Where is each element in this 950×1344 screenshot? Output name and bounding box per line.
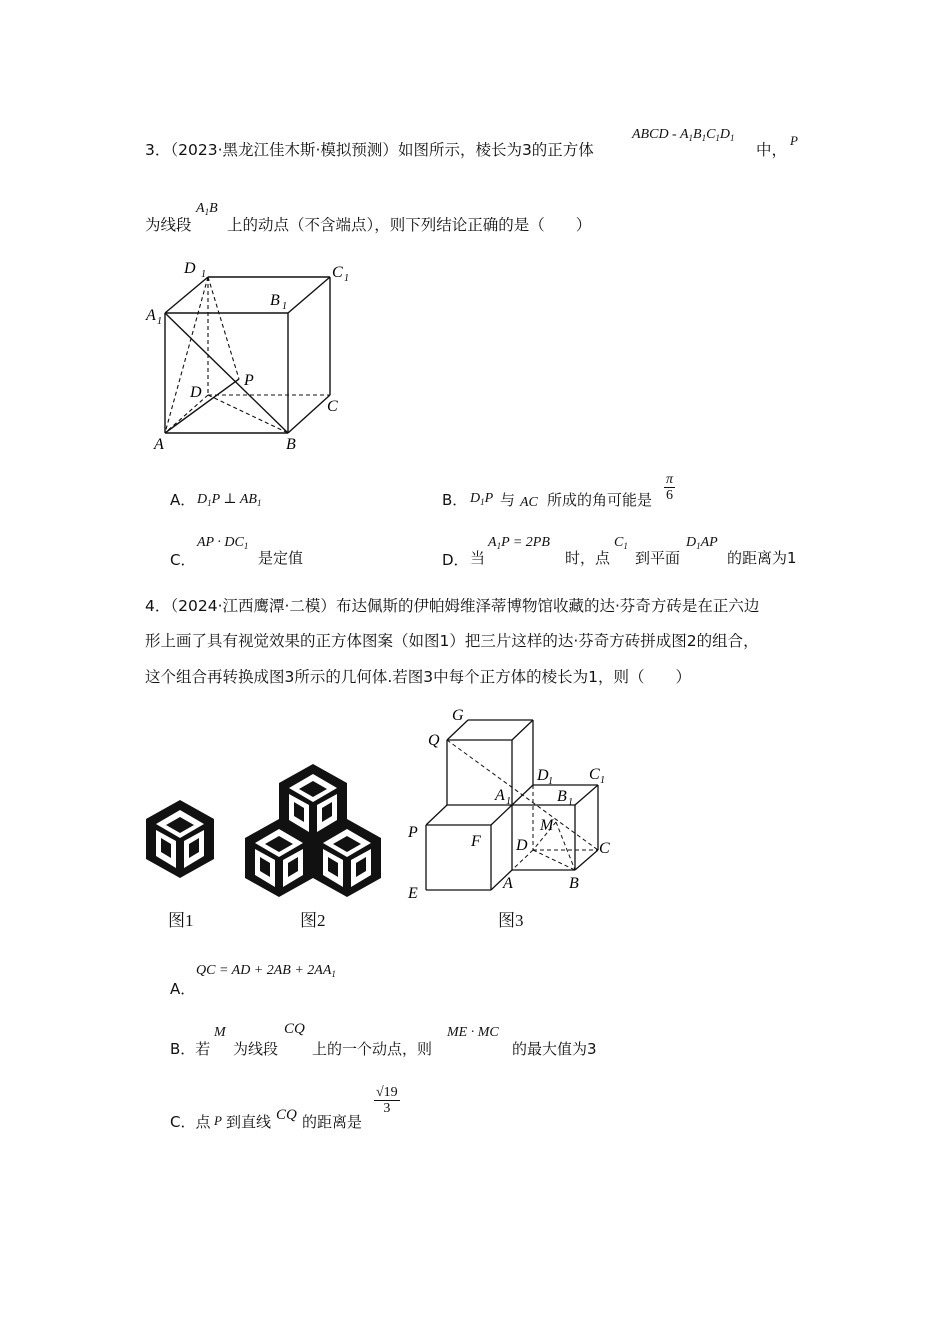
q3-cube-figure bbox=[140, 255, 365, 460]
option-text: 点 bbox=[195, 1113, 211, 1131]
q4-option-c-cq: CQ bbox=[276, 1107, 297, 1123]
q3-sub: 1 bbox=[730, 133, 735, 143]
label-sub: 1 bbox=[201, 269, 206, 280]
q3-cube-name bbox=[632, 127, 735, 144]
label-sub: 1 bbox=[600, 775, 605, 786]
q3-middle: 中， bbox=[756, 141, 788, 159]
label-m: M bbox=[540, 817, 554, 834]
q3-option-c[interactable] bbox=[170, 549, 195, 570]
math-text: P ⊥ AB bbox=[211, 492, 257, 507]
q4-figure-2 bbox=[242, 762, 384, 900]
q3-sub: 1 bbox=[688, 133, 694, 143]
label-sub: 1 bbox=[344, 273, 349, 284]
math-text: AP · DC bbox=[197, 535, 244, 550]
math-sub: 1 bbox=[480, 497, 485, 507]
q4-option-b-text2: 为线段 bbox=[233, 1040, 279, 1058]
math-sub: 1 bbox=[623, 541, 628, 551]
label-sub: 1 bbox=[548, 776, 553, 787]
math-text: P = 2PB bbox=[501, 535, 550, 550]
q3-sub: 1 bbox=[701, 133, 707, 143]
label-a: A bbox=[154, 436, 164, 453]
q4-figure-1 bbox=[140, 798, 220, 880]
math-sub: 1 bbox=[331, 969, 336, 979]
q4-option-c-p: P bbox=[214, 1113, 222, 1128]
option-label: A． bbox=[170, 980, 196, 998]
q3-option-c-text: 是定值 bbox=[258, 549, 304, 567]
q3-option-d-math1 bbox=[488, 535, 550, 551]
math-sub: 1 bbox=[496, 541, 502, 551]
label-f: F bbox=[471, 833, 481, 850]
label-b1: B bbox=[557, 788, 567, 805]
q4-source: （2024·江西鹰潭·二模） bbox=[170, 597, 336, 615]
q4-option-c[interactable] bbox=[170, 1111, 211, 1132]
q3-cube-name-a: ABCD - A bbox=[632, 127, 689, 142]
q4-option-b-math: ME · MC bbox=[447, 1025, 499, 1040]
option-label: D． bbox=[442, 551, 469, 569]
q3-line2-b: 上的动点（不含端点），则下列结论正确的是（ ） bbox=[227, 216, 592, 234]
q4-line3: 这个组合再转换成图3所示的几何体.若图3中每个正方体的棱长为1，则（ ） bbox=[145, 668, 692, 686]
caption-fig3: 图3 bbox=[498, 911, 524, 930]
q3-seg-a: A bbox=[196, 201, 205, 216]
q3-cube-name-b: B bbox=[693, 127, 702, 142]
label-a1: A bbox=[146, 307, 156, 324]
q3-option-d-math2 bbox=[614, 535, 628, 551]
q4-option-b[interactable] bbox=[170, 1038, 210, 1059]
math-text: P bbox=[484, 491, 494, 506]
option-text: 若 bbox=[195, 1040, 211, 1058]
math-sub: 1 bbox=[696, 541, 701, 551]
q3-option-b-text1: 与 bbox=[500, 491, 516, 509]
q3-option-d[interactable] bbox=[442, 549, 469, 570]
label-a1: A bbox=[495, 787, 505, 804]
math-sub: 1 bbox=[256, 498, 262, 508]
label-g: G bbox=[452, 707, 464, 724]
q4-option-c-text3: 的距离是 bbox=[302, 1113, 363, 1131]
frac-den: 6 bbox=[666, 488, 673, 504]
q3-line1 bbox=[145, 141, 594, 160]
q3-option-b-text2: 所成的角可能是 bbox=[547, 491, 653, 509]
option-label: C． bbox=[170, 1113, 196, 1131]
label-sub: 1 bbox=[157, 316, 162, 327]
label-c: C bbox=[599, 840, 610, 857]
q3-line2-a: 为线段 bbox=[145, 216, 192, 234]
label-sub: 1 bbox=[282, 301, 287, 312]
q4-option-b-cq: CQ bbox=[284, 1021, 305, 1037]
math-sub: 1 bbox=[207, 498, 212, 508]
option-label: C． bbox=[170, 551, 196, 569]
math-sub: 1 bbox=[243, 541, 249, 551]
label-d: D bbox=[190, 384, 202, 401]
q4-line1-text: 布达佩斯的伊帕姆维泽蒂博物馆收藏的达·芬奇方砖是在正六边 bbox=[335, 597, 760, 615]
q4-option-a[interactable] bbox=[170, 978, 195, 999]
label-b: B bbox=[286, 436, 296, 453]
label-sub: 1 bbox=[506, 796, 511, 807]
label-q: Q bbox=[428, 732, 440, 749]
label-d: D bbox=[516, 837, 528, 854]
frac-den: 3 bbox=[383, 1101, 391, 1117]
q3-option-c-math bbox=[197, 535, 248, 551]
math-text: QC = AD + 2AB + 2AA bbox=[196, 963, 332, 978]
q3-option-d-text2: 时，点 bbox=[565, 549, 611, 567]
q4-option-c-text2: 到直线 bbox=[226, 1113, 272, 1131]
label-p: P bbox=[408, 824, 418, 841]
math-text: D bbox=[197, 492, 208, 507]
frac-num: √19 bbox=[376, 1085, 398, 1100]
q3-source: （2023·黑龙江佳木斯·模拟预测） bbox=[170, 141, 398, 159]
label-p: P bbox=[244, 372, 254, 389]
q3-option-b-math1 bbox=[470, 491, 493, 507]
q3-option-d-text4: 的距离为1 bbox=[727, 549, 797, 567]
q3-number: 3． bbox=[145, 141, 171, 159]
math-text: C bbox=[614, 535, 624, 550]
q4-number: 4． bbox=[145, 597, 171, 615]
label-d1: D bbox=[184, 260, 196, 277]
q3-seg-b: B bbox=[209, 201, 218, 216]
label-sub: 1 bbox=[568, 797, 573, 808]
q3-seg bbox=[196, 201, 218, 218]
frac-num: π bbox=[666, 472, 674, 487]
q4-option-b-text3: 上的一个动点，则 bbox=[312, 1040, 433, 1058]
math-text: D bbox=[686, 535, 697, 550]
q3-cube-name-c: C bbox=[706, 127, 716, 142]
label-b1: B bbox=[270, 292, 280, 309]
label-d1: D bbox=[537, 767, 549, 784]
caption-fig1: 图1 bbox=[168, 911, 194, 930]
math-text: D bbox=[470, 491, 481, 506]
q3-option-a-math bbox=[197, 491, 261, 508]
math-text: A bbox=[488, 535, 497, 550]
q3-option-b-ac: AC bbox=[520, 495, 538, 510]
q3-option-d-text1: 当 bbox=[470, 549, 486, 567]
caption-fig2: 图2 bbox=[300, 911, 326, 930]
q3-option-a[interactable] bbox=[170, 489, 195, 510]
q4-option-c-frac bbox=[374, 1085, 400, 1118]
q3-option-d-text3: 到平面 bbox=[635, 549, 681, 567]
option-label: B． bbox=[170, 1040, 196, 1058]
option-label: B． bbox=[442, 491, 468, 509]
math-text: AP bbox=[700, 535, 718, 550]
option-label: A． bbox=[170, 491, 196, 509]
q3-option-b-frac bbox=[664, 472, 675, 505]
q4-option-b-text4: 的最大值为3 bbox=[512, 1040, 597, 1058]
q3-point-p: P bbox=[790, 133, 798, 148]
q3-option-b[interactable] bbox=[442, 489, 467, 510]
q3-option-d-math3 bbox=[686, 535, 718, 551]
q3-stem-part1: 如图所示，棱长为3的正方体 bbox=[397, 141, 594, 159]
label-a: A bbox=[503, 875, 513, 892]
label-e: E bbox=[408, 885, 418, 902]
q3-cube-name-d: D bbox=[719, 127, 731, 142]
q3-sub: 1 bbox=[204, 207, 210, 217]
q4-option-b-m: M bbox=[214, 1025, 226, 1040]
q4-line1 bbox=[145, 597, 759, 616]
q3-sub: 1 bbox=[715, 133, 720, 143]
label-c1: C bbox=[332, 264, 343, 281]
q4-figure-3 bbox=[400, 700, 620, 908]
q4-option-a-math bbox=[196, 963, 336, 979]
q4-line2: 形上画了具有视觉效果的正方体图案（如图1）把三片这样的达·芬奇方砖拼成图2的组合， bbox=[145, 632, 759, 650]
label-c: C bbox=[327, 398, 338, 415]
label-b: B bbox=[569, 875, 579, 892]
label-c1: C bbox=[589, 766, 600, 783]
